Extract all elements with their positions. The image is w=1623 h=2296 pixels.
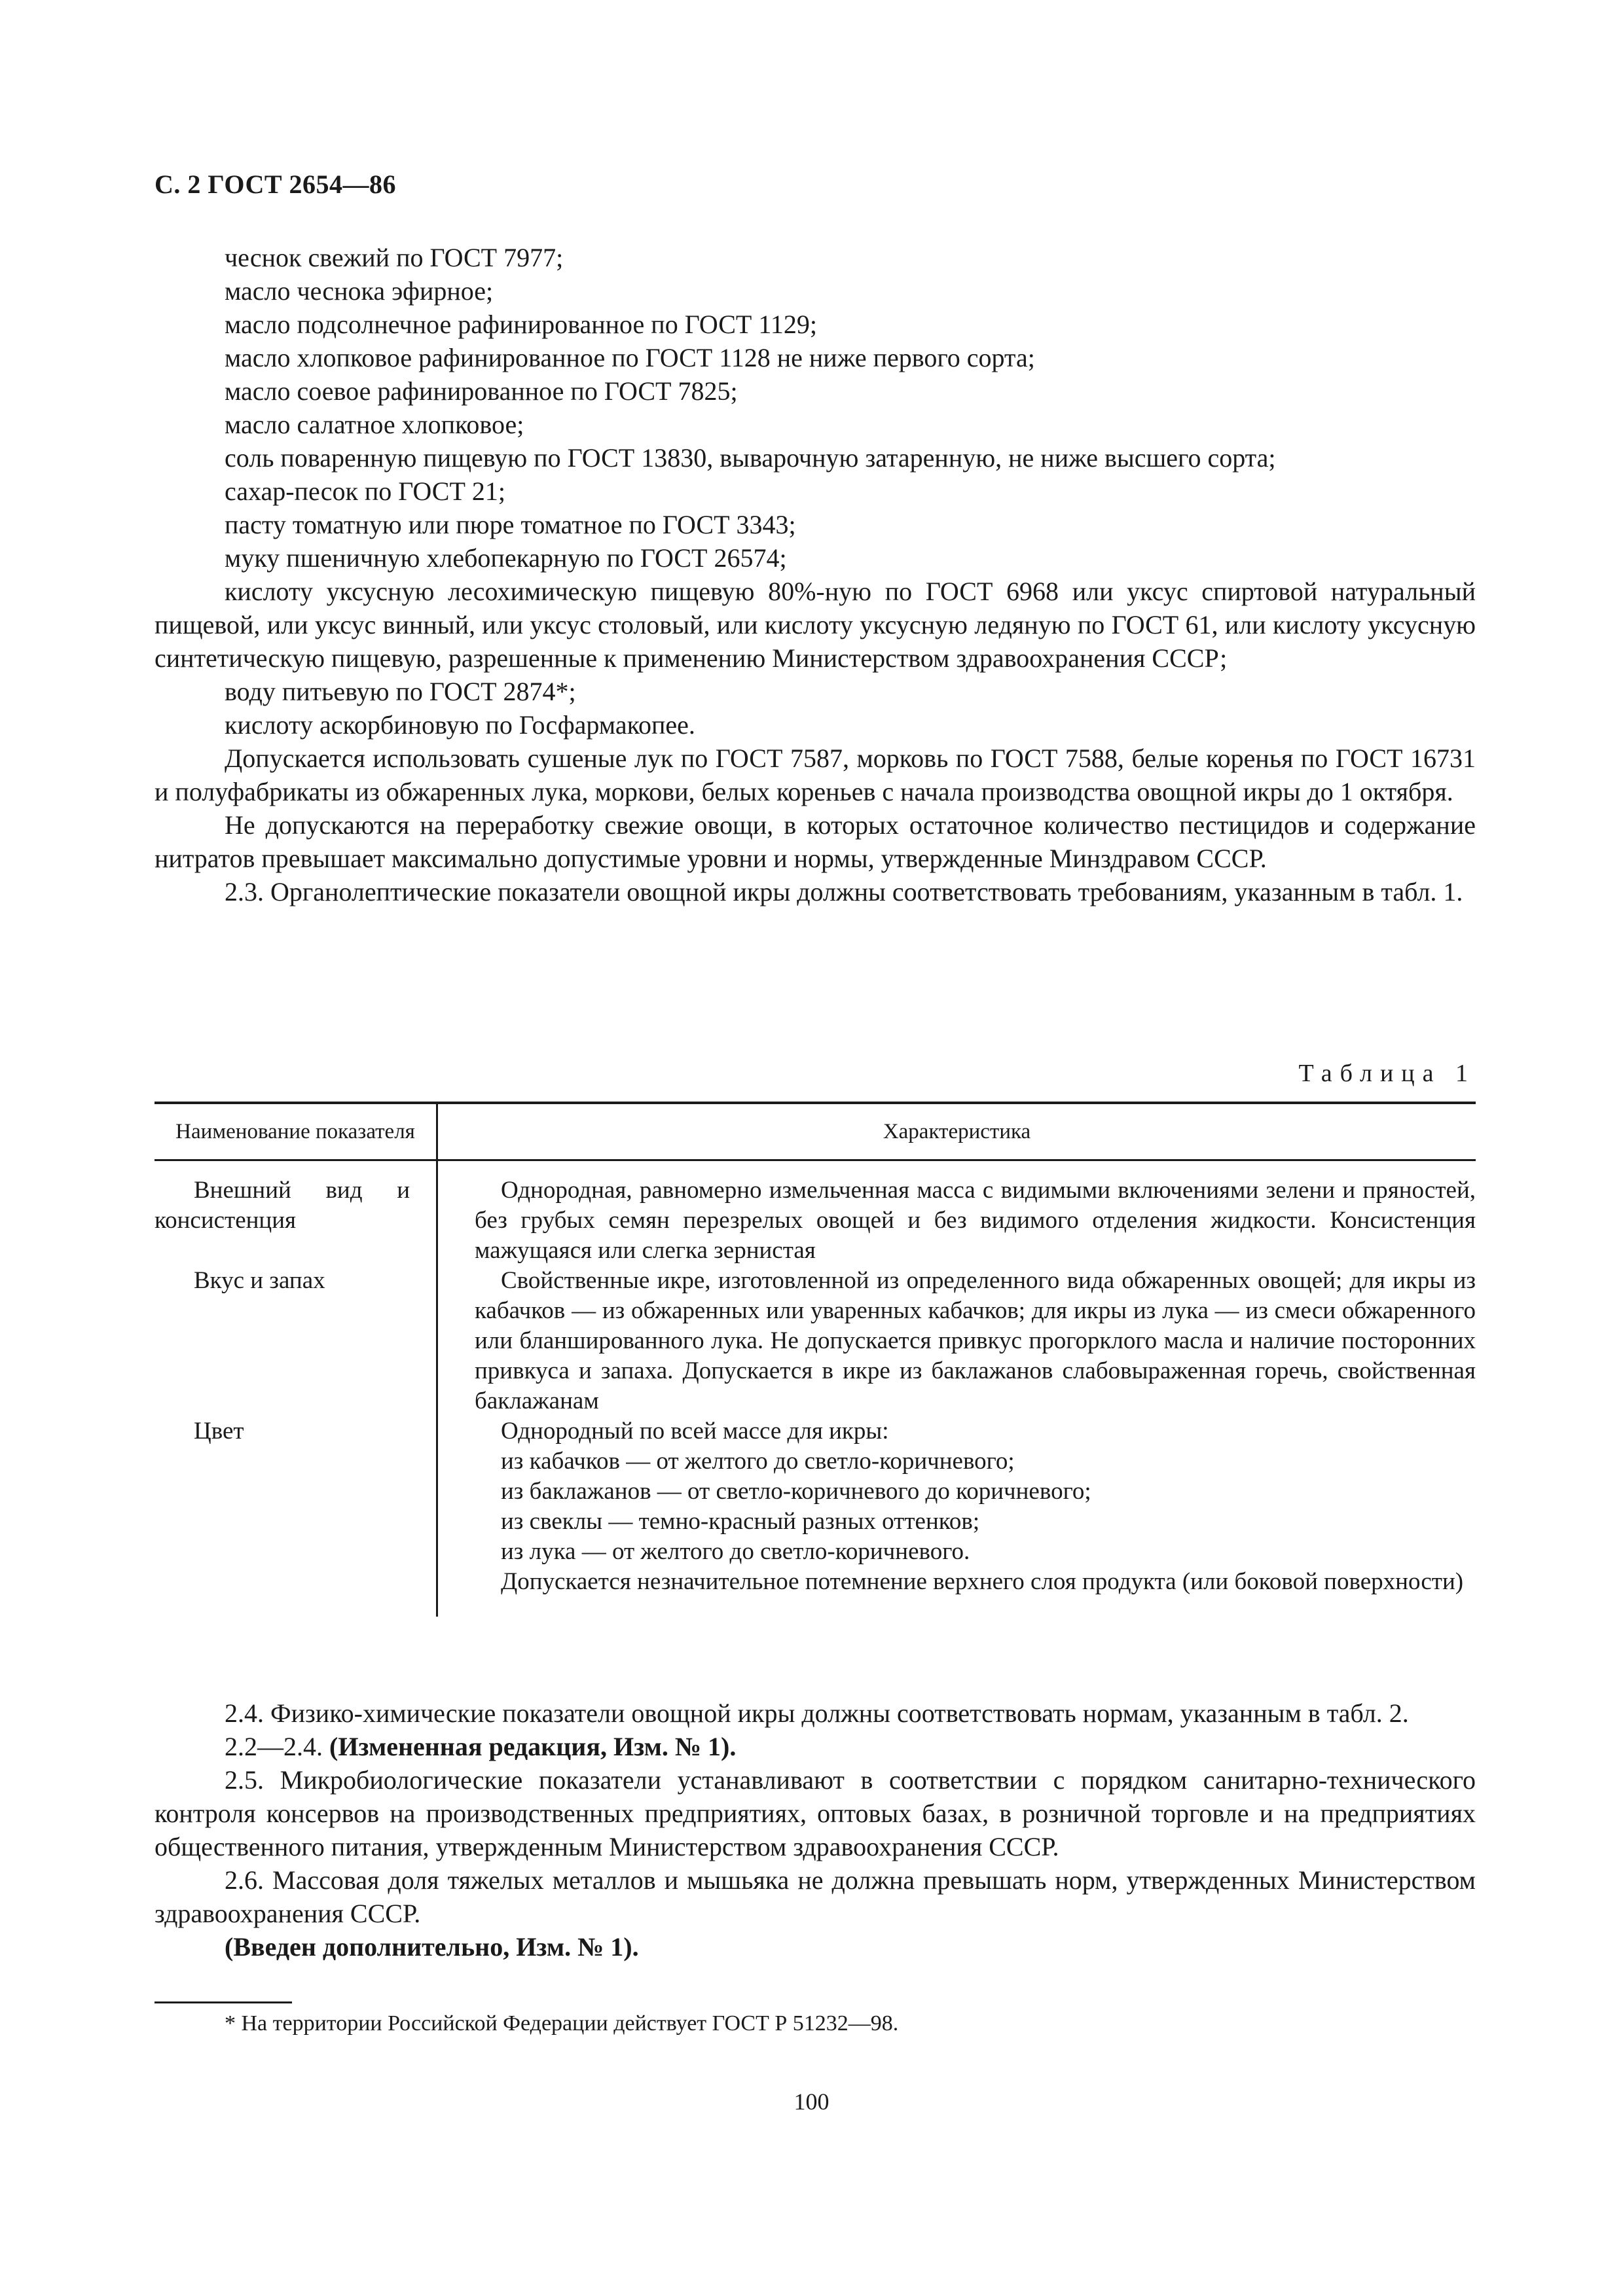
list-item: воду питьевую по ГОСТ 2874*; xyxy=(225,677,576,706)
table-row xyxy=(155,1160,1476,1266)
page-header: С. 2 ГОСТ 2654—86 xyxy=(155,170,397,199)
indicator-name: Внешний вид и консистенция xyxy=(155,1177,410,1234)
table-row xyxy=(155,1416,1476,1617)
characteristic-text: Однородная, равномерно измельченная масса с видимыми включениями зелени и пряностей, без грубых семян перезрелых овощей и без видимого отделения жидкости. Консистенция мажущаяся или слегка зернистая xyxy=(475,1177,1476,1264)
footnote: * На территории Российской Федерации действует ГОСТ Р 51232—98. xyxy=(225,2011,899,2036)
indicator-name: Вкус и запах xyxy=(194,1267,325,1294)
list-item: чеснок свежий по ГОСТ 7977; xyxy=(225,243,564,272)
characteristic-text: Однородный по всей массе для икры: xyxy=(501,1418,889,1444)
characteristic-text: из свеклы — темно-красный разных оттенков; xyxy=(501,1508,980,1535)
paragraph: 2.4. Физико-химические показатели овощной икры должны соответствовать нормам, указанным в табл. 2. xyxy=(225,1698,1409,1728)
table-cell-name xyxy=(155,1416,437,1617)
table-cell-characteristic xyxy=(437,1266,1476,1416)
characteristic-text: из баклажанов — от светло-коричневого до коричневого; xyxy=(501,1478,1091,1505)
column-header-characteristic: Характеристика xyxy=(437,1103,1476,1160)
list-item: кислоту уксусную лесохимическую пищевую 80%-ную по ГОСТ 6968 или уксус спиртовой натуральный пищевой, или уксус винный, или уксус столовый, или кислоту уксусную ледяную по ГОСТ 61, или кислоту уксусную синтетическую пищевую, разрешенные к применению Министерством здравоохранения СССР; xyxy=(155,577,1476,673)
paragraph: Допускается использовать сушеные лук по ГОСТ 7587, морковь по ГОСТ 7588, белые коренья по ГОСТ 16731 и полуфабрикаты из обжаренных лука, моркови, белых кореньев с начала производства овощной икры до 1 октября. xyxy=(155,744,1476,806)
characteristic-text: Свойственные икре, изготовленной из определенного вида обжаренных овощей; для икры из кабачков — из обжаренных или уваренных кабачков; для икры из лука — из смеси обжаренного или бланшированного лука. Не допускается привкус прогорклого масла и наличие посторонних привкуса и запаха. Допускается в икре из баклажанов слабовыраженная горечь, свойственная баклажанам xyxy=(475,1267,1476,1414)
characteristic-text: из лука — от желтого до светло-коричневого. xyxy=(501,1538,970,1565)
amendment-note: (Измененная редакция, Изм. № 1). xyxy=(329,1732,737,1761)
table-row xyxy=(155,1266,1476,1416)
characteristic-text: из кабачков — от желтого до светло-коричневого; xyxy=(501,1448,1015,1475)
characteristic-text: Допускается незначительное потемнение верхнего слоя продукта (или боковой поверхности) xyxy=(501,1568,1464,1595)
footnote-divider xyxy=(155,2001,292,2003)
list-item: масло подсолнечное рафинированное по ГОСТ 1129; xyxy=(225,310,817,339)
organoleptic-table xyxy=(155,1102,1476,1617)
page-number: 100 xyxy=(793,2089,830,2115)
list-item: сахар-песок по ГОСТ 21; xyxy=(225,476,506,506)
indicator-name: Цвет xyxy=(194,1418,244,1444)
paragraph-prefix: 2.2—2.4. xyxy=(225,1732,329,1761)
after-table-text xyxy=(155,1696,1476,1964)
table-cell-characteristic xyxy=(437,1160,1476,1266)
table-cell-name xyxy=(155,1160,437,1266)
paragraph: 2.5. Микробиологические показатели устанавливают в соответствии с порядком санитарно-технического контроля консервов на производственных предприятиях, оптовых базах, в розничной торговле и на предприятиях общественного питания, утвержденным Министерством здравоохранения СССР. xyxy=(155,1765,1476,1861)
list-item: масло соевое рафинированное по ГОСТ 7825; xyxy=(225,376,738,406)
list-item: масло чеснока эфирное; xyxy=(225,276,494,306)
table-cell-characteristic xyxy=(437,1416,1476,1617)
amendment-note: (Введен дополнительно, Изм. № 1). xyxy=(225,1932,639,1962)
table-header-row xyxy=(155,1103,1476,1160)
list-item: муку пшеничную хлебопекарную по ГОСТ 26574; xyxy=(225,543,787,573)
requirements-text xyxy=(155,241,1476,908)
column-header-name: Наименование показателя xyxy=(155,1103,437,1160)
table-label: Таблица 1 xyxy=(1298,1060,1476,1087)
list-item: масло салатное хлопковое; xyxy=(225,410,524,439)
paragraph: 2.6. Массовая доля тяжелых металлов и мышьяка не должна превышать норм, утвержденных Министерством здравоохранения СССР. xyxy=(155,1865,1476,1928)
list-item: масло хлопковое рафинированное по ГОСТ 1128 не ниже первого сорта; xyxy=(225,343,1035,372)
paragraph: 2.3. Органолептические показатели овощной икры должны соответствовать требованиям, указанным в табл. 1. xyxy=(225,877,1463,906)
list-item: кислоту аскорбиновую по Госфармакопее. xyxy=(225,710,695,740)
table-cell-name xyxy=(155,1266,437,1416)
paragraph: Не допускаются на переработку свежие овощи, в которых остаточное количество пестицидов и содержание нитратов превышает максимально допустимые уровни и нормы, утвержденные Минздравом СССР. xyxy=(155,810,1476,873)
list-item: соль поваренную пищевую по ГОСТ 13830, выварочную затаренную, не ниже высшего сорта; xyxy=(225,443,1276,473)
list-item: пасту томатную или пюре томатное по ГОСТ 3343; xyxy=(225,510,796,539)
paragraph xyxy=(155,1730,1476,1763)
